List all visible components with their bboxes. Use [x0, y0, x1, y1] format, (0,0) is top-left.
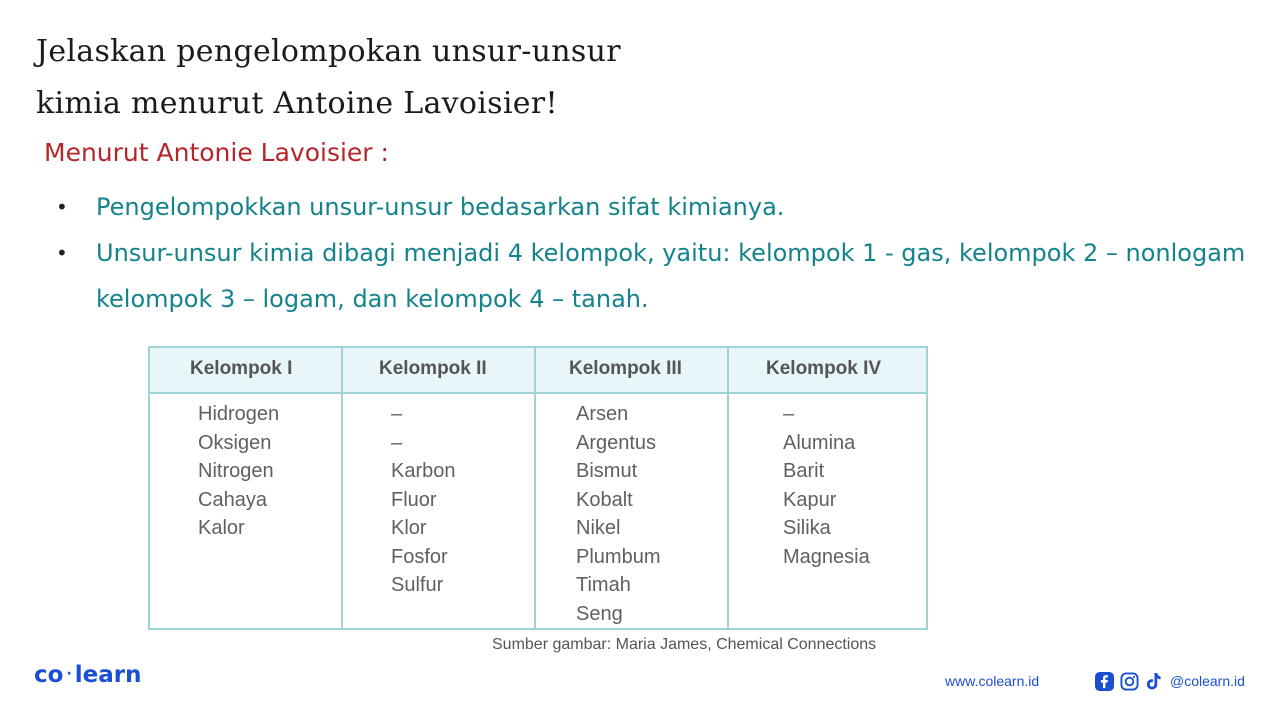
table-cell: Oksigen	[198, 431, 272, 454]
image-source-caption: Sumber gambar: Maria James, Chemical Connections	[492, 636, 877, 653]
instagram-icon[interactable]	[1120, 672, 1139, 691]
table-header-kelompok-2: Kelompok II	[379, 358, 487, 379]
column-divider	[341, 348, 343, 628]
question-line-1: Jelaskan pengelompokan unsur-unsur	[36, 34, 621, 69]
column-divider	[727, 348, 729, 628]
answer-bullet-list	[56, 184, 1256, 322]
social-handle[interactable]: @colearn.id	[1170, 673, 1245, 689]
social-links	[1095, 670, 1245, 692]
element-groups-table	[148, 346, 928, 630]
table-header-kelompok-1: Kelompok I	[190, 358, 293, 379]
tiktok-icon[interactable]	[1145, 672, 1162, 691]
question-text	[36, 26, 656, 130]
table-column-kelompok-2	[391, 400, 456, 600]
table-cell: Plumbum	[576, 545, 661, 568]
bullet-text-line-1: Unsur-unsur kimia dibagi menjadi 4 kelompok, yaitu: kelompok 1 - gas, kelompok 2 – nonlogam	[96, 239, 1246, 267]
logo-text-left: co	[34, 662, 64, 688]
table-cell: –	[391, 431, 403, 454]
table-cell: Klor	[391, 517, 427, 539]
table-cell: Kapur	[783, 488, 837, 511]
table-column-kelompok-1	[198, 400, 279, 543]
table-column-kelompok-4	[783, 400, 870, 571]
column-divider	[534, 348, 536, 628]
table-cell: Karbon	[391, 460, 456, 482]
answer-heading: Menurut Antonie Lavoisier :	[44, 138, 389, 167]
table-cell: Fluor	[391, 488, 437, 511]
logo-text-right: learn	[74, 662, 142, 688]
table-cell: Fosfor	[391, 545, 448, 568]
website-link[interactable]: www.colearn.id	[945, 673, 1040, 689]
table-cell: Barit	[783, 460, 825, 482]
bullet-text-line-2: kelompok 3 – logam, dan kelompok 4 – tanah.	[96, 285, 649, 313]
bullet-item	[56, 184, 1256, 230]
table-cell: Kalor	[198, 517, 245, 539]
table-cell: Hidrogen	[198, 403, 280, 425]
table-cell: –	[783, 403, 795, 425]
bullet-item	[56, 230, 1256, 322]
table-cell: Nitrogen	[198, 460, 274, 482]
bullet-text: Pengelompokkan unsur-unsur bedasarkan sifat kimianya.	[96, 193, 785, 221]
table-column-kelompok-3	[576, 400, 660, 628]
colearn-logo	[34, 662, 142, 688]
table-cell: Cahaya	[198, 488, 267, 511]
table-cell: Timah	[576, 574, 631, 596]
table-cell: Sulfur	[391, 574, 444, 596]
logo-separator: ·	[66, 666, 72, 682]
table-cell: –	[391, 403, 403, 425]
table-cell: Nikel	[576, 517, 621, 539]
facebook-icon[interactable]	[1095, 672, 1114, 691]
table-cell: Bismut	[576, 460, 638, 482]
bullet-dot-icon: •	[56, 241, 68, 265]
bullet-dot-icon: •	[56, 195, 68, 219]
question-line-2: kimia menurut Antoine Lavoisier!	[36, 86, 558, 121]
table-cell: Kobalt	[576, 488, 633, 511]
table-cell: Magnesia	[783, 545, 870, 568]
table-cell: Alumina	[783, 431, 856, 454]
table-cell: Silika	[783, 517, 831, 539]
table-header-kelompok-4: Kelompok IV	[766, 358, 882, 379]
table-cell: Argentus	[576, 431, 657, 454]
table-cell: Arsen	[576, 403, 629, 425]
table-header-kelompok-3: Kelompok III	[569, 358, 682, 379]
table-cell: Seng	[576, 602, 623, 625]
